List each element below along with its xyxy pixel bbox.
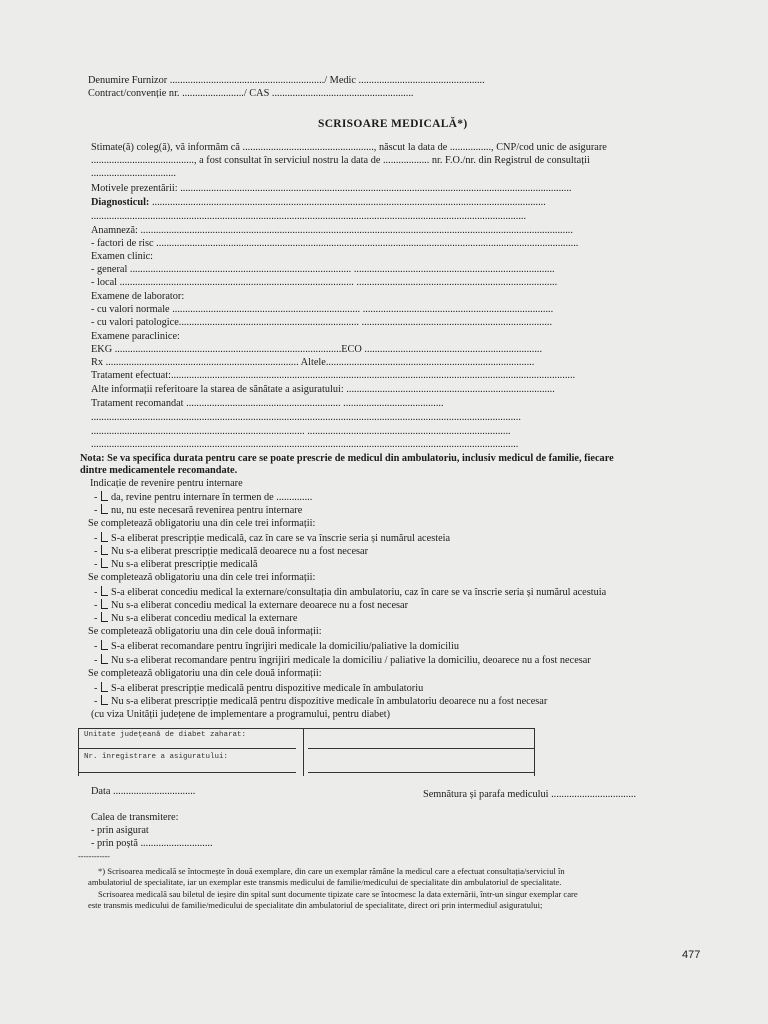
checkbox-icon[interactable] xyxy=(101,545,108,555)
domiciliu-option-1[interactable]: - S-a eliberat recomandare pentru îngrijiri medicale la domiciliu/paliative la domiciliu xyxy=(94,641,459,652)
transmission-title: Calea de transmitere: xyxy=(91,812,179,823)
checkbox-icon[interactable] xyxy=(101,682,108,692)
prescriptie-option-2[interactable]: - Nu s-a eliberat prescripție medicală deoarece nu a fost necesar xyxy=(94,546,369,557)
checkbox-icon[interactable] xyxy=(101,695,108,705)
dispozitive-option-1-label: S-a eliberat prescripție medicală pentru dispozitive medicale în ambulatoriu xyxy=(111,683,424,694)
prescriptie-option-1-label: S-a eliberat prescripție medicală, caz în care se va înscrie seria și numărul acesteia xyxy=(111,533,451,544)
dispozitive-option-2-label: Nu s-a eliberat prescripție medicală pentru dispozitive medicale în ambulatoriu deoarece nu a fost necesar xyxy=(111,696,548,707)
domiciliu-option-2[interactable]: - Nu s-a eliberat recomandare pentru îngrijiri medicale la domiciliu / paliative la domiciliu, deoarece nu a fost necesar xyxy=(94,655,591,666)
field-factori-risc: - factori de risc .................................................................................................................................................................... xyxy=(91,238,579,249)
table-rule xyxy=(534,728,535,776)
dispozitive-title: Se completează obligatoriu una din cele două informații: xyxy=(88,668,322,679)
field-recomandat-line-2: ................................................................................... ............................................................................... xyxy=(91,426,511,437)
field-alte-informatii: Alte informații referitoare la starea de sănătate a asiguratului: ................................................................................. xyxy=(91,384,555,395)
field-valori-patologice: - cu valori patologice...................................................................... .......................................................................... xyxy=(91,317,553,328)
concediu-option-3-label: Nu s-a eliberat concediu medical la externare xyxy=(111,613,298,624)
revenire-option-da-label: da, revine pentru internare în termen de .............. xyxy=(111,492,313,503)
table-cell-nr-inregistrare: Nr. înregistrare a asiguratului: xyxy=(84,753,229,761)
dispozitive-option-2[interactable]: - Nu s-a eliberat prescripție medicală pentru dispozitive medicale în ambulatoriu deoarece nu a fost necesar xyxy=(94,696,548,707)
domiciliu-option-2-label: Nu s-a eliberat recomandare pentru îngrijiri medicale la domiciliu / paliative la domiciliu, deoarece nu a fost necesar xyxy=(111,655,591,666)
prescriptie-option-3[interactable]: - Nu s-a eliberat prescripție medicală xyxy=(94,559,258,570)
field-diagnostic-continued: ......................................................................................................................................................................... xyxy=(91,211,527,222)
field-tratament-recomandat: Tratament recomandat ............................................................ ....................................... xyxy=(91,398,444,409)
revenire-option-nu-label: nu, nu este necesară revenirea pentru internare xyxy=(111,505,303,516)
header-contract-line: Contract/convenție nr. ......................../ CAS ....................................................... xyxy=(88,88,414,99)
diabet-table xyxy=(78,728,538,778)
field-examene-paraclinice: Examene paraclinice: xyxy=(91,331,180,342)
checkbox-icon[interactable] xyxy=(101,586,108,596)
field-diagnostic xyxy=(91,197,546,209)
table-rule xyxy=(78,728,534,729)
transmission-posta: - prin poștă ............................ xyxy=(91,838,213,849)
signature-field: Semnătura și parafa medicului ................................. xyxy=(423,789,637,800)
data-field: Data ................................ xyxy=(91,786,196,797)
diagnostic-dots: ......................................................................................................................................................... xyxy=(151,197,546,208)
table-rule xyxy=(78,748,296,749)
intro-line-2: ........................................, a fost consultat în serviciul nostru la data de .................. nr. F.O./nr. din Registrul de consultații xyxy=(91,155,590,166)
table-rule xyxy=(78,728,79,776)
domiciliu-option-1-label: S-a eliberat recomandare pentru îngrijiri medicale la domiciliu/paliative la domiciliu xyxy=(111,641,459,652)
dispozitive-option-1[interactable]: - S-a eliberat prescripție medicală pentru dispozitive medicale în ambulatoriu xyxy=(94,683,424,694)
document-title: SCRISOARE MEDICALĂ*) xyxy=(318,118,468,130)
revenire-option-nu[interactable]: - nu, nu este necesară revenirea pentru internare xyxy=(94,505,303,516)
checkbox-icon[interactable] xyxy=(101,532,108,542)
prescriptie-option-1[interactable]: - S-a eliberat prescripție medicală, caz în care se va înscrie seria și numărul acesteia xyxy=(94,533,451,544)
diagnostic-label: Diagnosticul: xyxy=(91,197,150,208)
concediu-title: Se completează obligatoriu una din cele trei informații: xyxy=(88,572,316,583)
field-recomandat-line-3: ...................................................................................................................................................................... xyxy=(91,439,519,450)
intro-line-1: Stimate(ă) coleg(ă), vă informăm că ..................................................., născut la data de ................, CNP/cod unic de asigurare xyxy=(91,142,607,153)
checkbox-icon[interactable] xyxy=(101,558,108,568)
field-recomandat-line-1: ....................................................................................................................................................................... xyxy=(91,412,521,423)
field-anamneza: Anamneză: ........................................................................................................................................................................ xyxy=(91,225,573,236)
concediu-option-1[interactable]: - S-a eliberat concediu medical la externare/consultația din ambulatoriu, caz în care se va înscrie seria și numărul acestuia xyxy=(94,587,607,598)
field-ekg-eco: EKG ........................................................................................ECO ..................................................................... xyxy=(91,344,543,355)
table-rule xyxy=(308,772,534,773)
checkbox-icon[interactable] xyxy=(101,504,108,514)
nota-line-2: dintre medicamentele recomandate. xyxy=(80,465,238,476)
field-valori-normale: - cu valori normale ......................................................................... .......................................................................... xyxy=(91,304,554,315)
concediu-option-2-label: Nu s-a eliberat concediu medical la externare deoarece nu a fost necesar xyxy=(111,600,409,611)
table-cell-unitate: Unitate județeană de diabet zaharat: xyxy=(84,731,247,739)
footnote-1-line-2: ambulatoriul de specialitate, iar un exemplar este transmis medicului de familie/medicului de specialitate din ambulatoriul de specialitate. xyxy=(88,877,562,887)
field-examen-clinic: Examen clinic: xyxy=(91,251,154,262)
checkbox-icon[interactable] xyxy=(101,491,108,501)
checkbox-icon[interactable] xyxy=(101,654,108,664)
dispozitive-note: (cu viza Unității județene de implementare a programului, pentru diabet) xyxy=(91,709,391,720)
checkbox-icon[interactable] xyxy=(101,640,108,650)
prescriptie-title: Se completează obligatoriu una din cele trei informații: xyxy=(88,518,316,529)
table-rule xyxy=(78,772,296,773)
prescriptie-option-3-label: Nu s-a eliberat prescripție medicală xyxy=(111,559,258,570)
revenire-title: Indicație de revenire pentru internare xyxy=(90,478,243,489)
concediu-option-1-label: S-a eliberat concediu medical la externare/consultația din ambulatoriu, caz în care se va înscrie seria și numărul acestuia xyxy=(111,587,607,598)
checkbox-icon[interactable] xyxy=(101,599,108,609)
field-motive: Motivele prezentării: ........................................................................................................................................................ xyxy=(91,183,572,194)
field-examene-laborator: Examene de laborator: xyxy=(91,291,185,302)
field-local: - local ........................................................................................... .............................................................................. xyxy=(91,277,558,288)
field-general: - general ...................................................................................... .............................................................................. xyxy=(91,264,555,275)
domiciliu-title: Se completează obligatoriu una din cele două informații: xyxy=(88,626,322,637)
header-provider-line: Denumire Furnizor ............................................................/ Medic ................................................. xyxy=(88,75,485,86)
footnote-1-line-1: *) Scrisoarea medicală se întocmește în două exemplare, din care un exemplar rămâne la medicul care a efectuat consultația/serviciul în xyxy=(98,866,565,876)
concediu-option-3[interactable]: - Nu s-a eliberat concediu medical la externare xyxy=(94,613,298,624)
footnote-2-line-2: este transmis medicului de familie/medicului de specialitate din ambulatoriul de specialitate, direct ori prin intermediul asiguratului; xyxy=(88,900,543,910)
concediu-option-2[interactable]: - Nu s-a eliberat concediu medical la externare deoarece nu a fost necesar xyxy=(94,600,409,611)
field-tratament-efectuat: Tratament efectuat:............................................................................................................................................................. xyxy=(91,370,576,381)
nota-line-1: Nota: Se va specifica durata pentru care se poate prescrie de medicul din ambulatoriu, inclusiv medicul de familie, fiecare xyxy=(80,453,614,464)
checkbox-icon[interactable] xyxy=(101,612,108,622)
footnote-2-line-1: Scrisoarea medicală sau biletul de ieșire din spital sunt documente tipizate care se întocmesc la data externării, într-un singur exemplar care xyxy=(98,889,578,899)
page-number: 477 xyxy=(682,949,701,961)
footnote-separator: ------------ xyxy=(78,852,110,861)
transmission-asigurat: - prin asigurat xyxy=(91,825,149,836)
table-rule xyxy=(303,728,304,776)
revenire-option-da[interactable]: - da, revine pentru internare în termen de .............. xyxy=(94,492,313,503)
table-rule xyxy=(308,748,534,749)
prescriptie-option-2-label: Nu s-a eliberat prescripție medicală deoarece nu a fost necesar xyxy=(111,546,369,557)
field-rx-altele: Rx ........................................................................... Altele................................................................................. xyxy=(91,357,535,368)
intro-line-3: ................................. xyxy=(91,168,176,179)
